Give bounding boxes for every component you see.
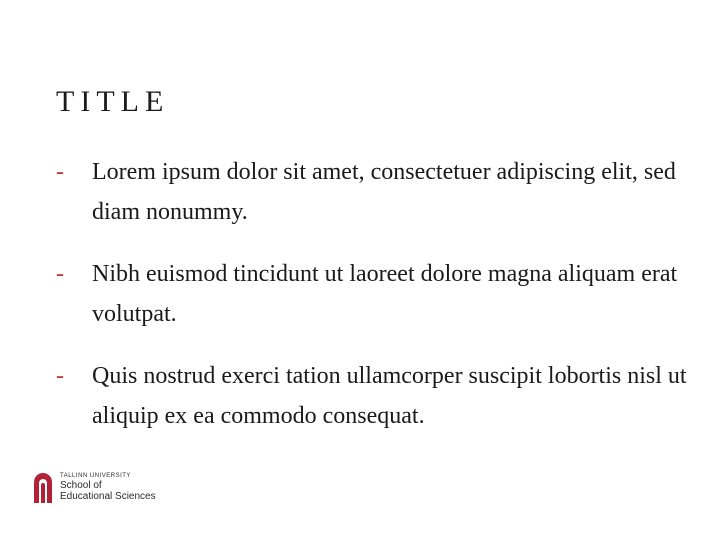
bullet-item xyxy=(56,152,696,232)
bullet-item xyxy=(56,254,696,334)
slide-title: TITLE xyxy=(56,85,170,118)
logo-school-line1: School of xyxy=(60,480,102,491)
arch-logo-icon xyxy=(32,470,54,504)
bullet-marker: - xyxy=(56,159,64,185)
bullet-text: Nibh euismod tincidunt ut laoreet dolore magna aliquam erat volutpat. xyxy=(92,261,678,327)
university-logo xyxy=(32,470,156,504)
logo-text xyxy=(60,472,156,502)
bullet-item xyxy=(56,356,696,436)
logo-school-line2: Educational Sciences xyxy=(60,491,156,502)
bullet-text: Lorem ipsum dolor sit amet, consectetuer adipiscing elit, sed diam nonummy. xyxy=(92,159,676,225)
bullet-marker: - xyxy=(56,363,64,389)
bullet-marker: - xyxy=(56,261,64,287)
bullet-list xyxy=(56,152,696,436)
logo-university-name: TALLINN UNIVERSITY xyxy=(60,473,131,479)
bullet-text: Quis nostrud exerci tation ullamcorper suscipit lobortis nisl ut aliquip ex ea commodo consequat. xyxy=(92,363,687,429)
